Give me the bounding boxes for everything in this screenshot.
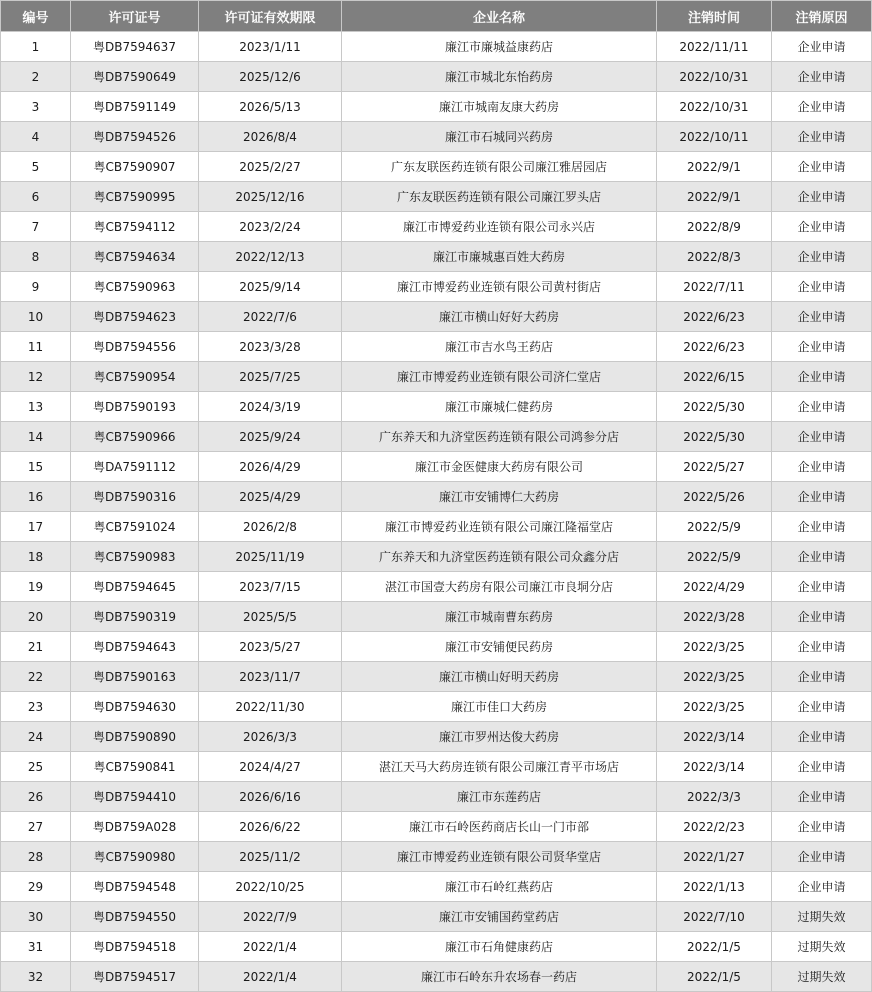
table-row [1, 932, 872, 962]
cell-cancel-reason: 过期失效 [772, 962, 872, 992]
cell-number: 23 [1, 692, 71, 722]
cell-company-name: 廉江市博爱药业连锁有限公司永兴店 [342, 212, 657, 242]
cell-number: 21 [1, 632, 71, 662]
cell-cancel-date: 2022/7/11 [657, 272, 772, 302]
cell-company-name: 廉江市石岭医药商店长山一门市部 [342, 812, 657, 842]
cell-cancel-date: 2022/1/13 [657, 872, 772, 902]
cell-cancel-date: 2022/3/14 [657, 722, 772, 752]
cell-cancel-reason: 企业申请 [772, 272, 872, 302]
cell-company-name: 廉江市佳口大药房 [342, 692, 657, 722]
table-row [1, 242, 872, 272]
cell-cancel-reason: 企业申请 [772, 752, 872, 782]
cell-number: 27 [1, 812, 71, 842]
cell-license-no: 粤DB7590649 [71, 62, 199, 92]
cell-cancel-reason: 企业申请 [772, 872, 872, 902]
cell-license-validity: 2025/11/2 [199, 842, 342, 872]
cell-license-no: 粤CB7590841 [71, 752, 199, 782]
table-body [1, 32, 872, 992]
cell-cancel-date: 2022/9/1 [657, 182, 772, 212]
table-row [1, 302, 872, 332]
header-row [1, 1, 872, 32]
cell-license-validity: 2025/9/14 [199, 272, 342, 302]
table-row [1, 62, 872, 92]
cell-cancel-reason: 企业申请 [772, 572, 872, 602]
cell-number: 30 [1, 902, 71, 932]
table-row [1, 332, 872, 362]
cell-cancel-reason: 企业申请 [772, 512, 872, 542]
cell-cancel-date: 2022/3/14 [657, 752, 772, 782]
cell-cancel-date: 2022/6/23 [657, 302, 772, 332]
cell-company-name: 廉江市横山好好大药房 [342, 302, 657, 332]
cell-cancel-date: 2022/5/9 [657, 512, 772, 542]
cell-license-validity: 2026/3/3 [199, 722, 342, 752]
cell-cancel-reason: 企业申请 [772, 32, 872, 62]
cell-number: 22 [1, 662, 71, 692]
cell-license-no: 粤CB7594112 [71, 212, 199, 242]
table-row [1, 572, 872, 602]
cell-license-validity: 2022/12/13 [199, 242, 342, 272]
cell-company-name: 廉江市金医健康大药房有限公司 [342, 452, 657, 482]
table-row [1, 272, 872, 302]
cell-cancel-date: 2022/9/1 [657, 152, 772, 182]
cell-number: 7 [1, 212, 71, 242]
cell-company-name: 廉江市廉城仁健药房 [342, 392, 657, 422]
cell-license-no: 粤DB7594548 [71, 872, 199, 902]
cell-company-name: 廉江市石岭红燕药店 [342, 872, 657, 902]
cell-company-name: 广东养天和九济堂医药连锁有限公司众鑫分店 [342, 542, 657, 572]
cell-cancel-date: 2022/8/9 [657, 212, 772, 242]
cell-license-validity: 2026/4/29 [199, 452, 342, 482]
cell-cancel-date: 2022/10/31 [657, 62, 772, 92]
cell-number: 4 [1, 122, 71, 152]
cell-company-name: 廉江市安铺博仁大药房 [342, 482, 657, 512]
cell-license-validity: 2025/7/25 [199, 362, 342, 392]
cell-license-validity: 2022/11/30 [199, 692, 342, 722]
cell-license-validity: 2025/12/16 [199, 182, 342, 212]
cell-number: 13 [1, 392, 71, 422]
table-row [1, 392, 872, 422]
cell-company-name: 廉江市城南曹东药房 [342, 602, 657, 632]
cell-license-validity: 2023/5/27 [199, 632, 342, 662]
cell-license-validity: 2025/4/29 [199, 482, 342, 512]
cell-number: 10 [1, 302, 71, 332]
cell-license-validity: 2025/9/24 [199, 422, 342, 452]
cell-license-no: 粤DB7594556 [71, 332, 199, 362]
header-license-validity: 许可证有效期限 [199, 1, 342, 32]
table-row [1, 722, 872, 752]
cell-license-validity: 2026/8/4 [199, 122, 342, 152]
cell-cancel-reason: 企业申请 [772, 602, 872, 632]
cell-company-name: 廉江市安铺便民药房 [342, 632, 657, 662]
cell-cancel-date: 2022/3/3 [657, 782, 772, 812]
table-row [1, 962, 872, 992]
cell-license-no: 粤DB759A028 [71, 812, 199, 842]
cell-license-no: 粤DB7591149 [71, 92, 199, 122]
cell-license-no: 粤DB7594410 [71, 782, 199, 812]
cell-cancel-reason: 企业申请 [772, 482, 872, 512]
cell-cancel-date: 2022/8/3 [657, 242, 772, 272]
cell-license-no: 粤CB7590980 [71, 842, 199, 872]
cell-cancel-date: 2022/5/26 [657, 482, 772, 512]
cell-company-name: 广东友联医药连锁有限公司廉江罗头店 [342, 182, 657, 212]
cell-license-validity: 2026/2/8 [199, 512, 342, 542]
cell-license-validity: 2023/3/28 [199, 332, 342, 362]
cell-number: 9 [1, 272, 71, 302]
table-row [1, 782, 872, 812]
cell-license-no: 粤DB7590193 [71, 392, 199, 422]
table-row [1, 362, 872, 392]
cell-number: 12 [1, 362, 71, 392]
cell-cancel-date: 2022/5/30 [657, 392, 772, 422]
cell-number: 32 [1, 962, 71, 992]
cell-cancel-reason: 企业申请 [772, 182, 872, 212]
table-row [1, 902, 872, 932]
cell-company-name: 廉江市罗州达俊大药房 [342, 722, 657, 752]
cell-cancel-date: 2022/11/11 [657, 32, 772, 62]
cell-license-no: 粤CB7590966 [71, 422, 199, 452]
cell-cancel-reason: 企业申请 [772, 722, 872, 752]
cell-number: 6 [1, 182, 71, 212]
cell-number: 2 [1, 62, 71, 92]
cell-company-name: 廉江市博爱药业连锁有限公司黄村街店 [342, 272, 657, 302]
cell-license-no: 粤DB7590316 [71, 482, 199, 512]
table-row [1, 752, 872, 782]
cell-license-validity: 2023/1/11 [199, 32, 342, 62]
cell-cancel-date: 2022/6/15 [657, 362, 772, 392]
cell-company-name: 廉江市石城同兴药房 [342, 122, 657, 152]
cell-license-no: 粤DB7594643 [71, 632, 199, 662]
cell-company-name: 廉江市城南友康大药房 [342, 92, 657, 122]
cell-cancel-date: 2022/1/5 [657, 962, 772, 992]
cell-license-no: 粤DB7590319 [71, 602, 199, 632]
header-license-no: 许可证号 [71, 1, 199, 32]
cell-license-no: 粤DB7594526 [71, 122, 199, 152]
cell-license-validity: 2025/2/27 [199, 152, 342, 182]
cell-company-name: 廉江市廉城惠百姓大药房 [342, 242, 657, 272]
cell-cancel-date: 2022/4/29 [657, 572, 772, 602]
cell-license-no: 粤DB7594630 [71, 692, 199, 722]
table-row [1, 602, 872, 632]
cell-license-no: 粤DB7594518 [71, 932, 199, 962]
cell-cancel-reason: 企业申请 [772, 662, 872, 692]
cell-license-no: 粤DB7594517 [71, 962, 199, 992]
cell-cancel-reason: 企业申请 [772, 152, 872, 182]
cell-license-validity: 2026/6/22 [199, 812, 342, 842]
table-row [1, 662, 872, 692]
cell-cancel-date: 2022/3/25 [657, 662, 772, 692]
cell-number: 26 [1, 782, 71, 812]
cell-license-validity: 2026/5/13 [199, 92, 342, 122]
cell-license-validity: 2022/7/9 [199, 902, 342, 932]
cell-company-name: 廉江市东莲药店 [342, 782, 657, 812]
cell-license-no: 粤DB7594645 [71, 572, 199, 602]
cell-cancel-reason: 企业申请 [772, 842, 872, 872]
cell-cancel-reason: 企业申请 [772, 92, 872, 122]
cell-number: 20 [1, 602, 71, 632]
cell-cancel-reason: 企业申请 [772, 362, 872, 392]
cell-number: 31 [1, 932, 71, 962]
cell-number: 24 [1, 722, 71, 752]
cell-cancel-date: 2022/10/31 [657, 92, 772, 122]
header-company-name: 企业名称 [342, 1, 657, 32]
cell-license-validity: 2022/7/6 [199, 302, 342, 332]
cell-number: 25 [1, 752, 71, 782]
cell-cancel-date: 2022/2/23 [657, 812, 772, 842]
cell-cancel-date: 2022/3/28 [657, 602, 772, 632]
cell-license-validity: 2022/1/4 [199, 932, 342, 962]
cell-cancel-reason: 企业申请 [772, 122, 872, 152]
cell-cancel-reason: 企业申请 [772, 212, 872, 242]
table-row [1, 212, 872, 242]
header-cancel-reason: 注销原因 [772, 1, 872, 32]
cell-license-validity: 2025/5/5 [199, 602, 342, 632]
cell-cancel-date: 2022/10/11 [657, 122, 772, 152]
table-row [1, 872, 872, 902]
cell-cancel-date: 2022/7/10 [657, 902, 772, 932]
cell-license-no: 粤CB7590983 [71, 542, 199, 572]
cell-company-name: 廉江市博爱药业连锁有限公司济仁堂店 [342, 362, 657, 392]
cell-company-name: 廉江市安铺国药堂药店 [342, 902, 657, 932]
cell-cancel-reason: 企业申请 [772, 392, 872, 422]
cell-company-name: 廉江市横山好明天药房 [342, 662, 657, 692]
cell-license-no: 粤DB7594637 [71, 32, 199, 62]
cell-cancel-reason: 过期失效 [772, 902, 872, 932]
cell-license-no: 粤DB7590890 [71, 722, 199, 752]
cell-number: 11 [1, 332, 71, 362]
cell-cancel-date: 2022/3/25 [657, 632, 772, 662]
cell-cancel-reason: 企业申请 [772, 542, 872, 572]
table-row [1, 422, 872, 452]
cell-number: 17 [1, 512, 71, 542]
cell-license-validity: 2026/6/16 [199, 782, 342, 812]
cell-number: 28 [1, 842, 71, 872]
table-row [1, 812, 872, 842]
cell-cancel-reason: 过期失效 [772, 932, 872, 962]
cell-license-validity: 2024/3/19 [199, 392, 342, 422]
cell-number: 19 [1, 572, 71, 602]
cell-cancel-reason: 企业申请 [772, 302, 872, 332]
header-cancel-date: 注销时间 [657, 1, 772, 32]
table-row [1, 842, 872, 872]
cell-company-name: 廉江市城北东怡药房 [342, 62, 657, 92]
cell-number: 15 [1, 452, 71, 482]
cell-license-validity: 2025/12/6 [199, 62, 342, 92]
cell-license-no: 粤DA7591112 [71, 452, 199, 482]
cell-license-no: 粤DB7594623 [71, 302, 199, 332]
cell-cancel-date: 2022/1/5 [657, 932, 772, 962]
cell-license-validity: 2024/4/27 [199, 752, 342, 782]
cell-cancel-reason: 企业申请 [772, 62, 872, 92]
cell-cancel-date: 2022/5/9 [657, 542, 772, 572]
cell-license-no: 粤CB7590907 [71, 152, 199, 182]
table-row [1, 542, 872, 572]
cell-company-name: 广东友联医药连锁有限公司廉江雅居园店 [342, 152, 657, 182]
table-row [1, 632, 872, 662]
cell-company-name: 廉江市石角健康药店 [342, 932, 657, 962]
cell-number: 3 [1, 92, 71, 122]
cell-number: 5 [1, 152, 71, 182]
cell-cancel-reason: 企业申请 [772, 632, 872, 662]
cell-number: 16 [1, 482, 71, 512]
cell-cancel-reason: 企业申请 [772, 452, 872, 482]
cell-company-name: 廉江市博爱药业连锁有限公司贤华堂店 [342, 842, 657, 872]
cell-number: 18 [1, 542, 71, 572]
cell-company-name: 廉江市吉水鸟王药店 [342, 332, 657, 362]
cell-cancel-reason: 企业申请 [772, 692, 872, 722]
cell-cancel-reason: 企业申请 [772, 782, 872, 812]
cell-company-name: 廉江市廉城益康药店 [342, 32, 657, 62]
table-row [1, 32, 872, 62]
table-row [1, 482, 872, 512]
cell-license-validity: 2023/2/24 [199, 212, 342, 242]
cell-company-name: 广东养天和九济堂医药连锁有限公司鸿参分店 [342, 422, 657, 452]
cell-license-validity: 2025/11/19 [199, 542, 342, 572]
cell-number: 1 [1, 32, 71, 62]
table-header [1, 1, 872, 32]
cell-license-no: 粤CB7590995 [71, 182, 199, 212]
cell-company-name: 湛江市国壹大药房有限公司廉江市良垌分店 [342, 572, 657, 602]
header-number: 编号 [1, 1, 71, 32]
cell-license-no: 粤CB7591024 [71, 512, 199, 542]
cell-number: 14 [1, 422, 71, 452]
cell-license-validity: 2023/11/7 [199, 662, 342, 692]
table-row [1, 122, 872, 152]
cell-company-name: 廉江市石岭东升农场春一药店 [342, 962, 657, 992]
cell-cancel-date: 2022/6/23 [657, 332, 772, 362]
cell-license-validity: 2022/1/4 [199, 962, 342, 992]
cell-company-name: 廉江市博爱药业连锁有限公司廉江隆福堂店 [342, 512, 657, 542]
cell-number: 29 [1, 872, 71, 902]
table-row [1, 512, 872, 542]
cell-license-no: 粤CB7590963 [71, 272, 199, 302]
cell-cancel-reason: 企业申请 [772, 242, 872, 272]
cell-license-no: 粤DB7594550 [71, 902, 199, 932]
cell-cancel-reason: 企业申请 [772, 422, 872, 452]
table-row [1, 152, 872, 182]
table-row [1, 182, 872, 212]
cell-license-validity: 2023/7/15 [199, 572, 342, 602]
cell-cancel-date: 2022/3/25 [657, 692, 772, 722]
cell-number: 8 [1, 242, 71, 272]
cell-company-name: 湛江天马大药房连锁有限公司廉江青平市场店 [342, 752, 657, 782]
table-row [1, 92, 872, 122]
cell-cancel-date: 2022/5/27 [657, 452, 772, 482]
cell-license-validity: 2022/10/25 [199, 872, 342, 902]
cell-cancel-reason: 企业申请 [772, 812, 872, 842]
table-row [1, 692, 872, 722]
table-row [1, 452, 872, 482]
cell-cancel-date: 2022/1/27 [657, 842, 772, 872]
cell-license-no: 粤CB7594634 [71, 242, 199, 272]
cell-license-no: 粤DB7590163 [71, 662, 199, 692]
cell-cancel-date: 2022/5/30 [657, 422, 772, 452]
cell-cancel-reason: 企业申请 [772, 332, 872, 362]
cell-license-no: 粤CB7590954 [71, 362, 199, 392]
